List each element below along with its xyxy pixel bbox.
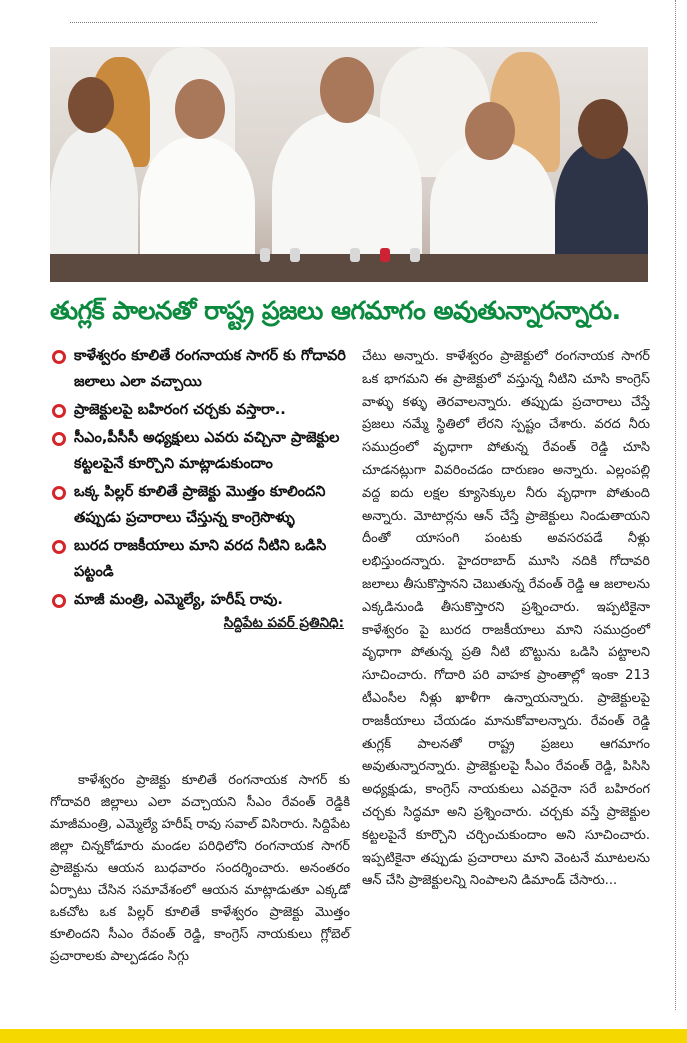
highlight-text: కాళేశ్వరం కూలితే రంగనాయక సాగర్ కు గోదావరి జలాలు ఎలా వచ్చాయి [74,348,346,390]
bullet-ring-icon [52,432,66,446]
highlight-item [50,533,350,585]
highlight-item [50,425,350,477]
bullet-ring-icon [52,350,66,364]
highlights-list [50,343,350,634]
highlight-text: సీఎం,పీసీసీ అధ్యక్షులు ఎవరు వచ్చినా ప్రాజెక్టుల కట్టలపైనే కూర్చొని మాట్లాడుకుందాం [74,430,340,472]
bullet-ring-icon [52,540,66,554]
highlight-text: ప్రాజెక్టులపై బహిరంగ చర్చకు వస్తారా.. [74,402,286,418]
highlight-item [50,397,350,423]
bullet-ring-icon [52,486,66,500]
highlight-item [50,587,350,613]
press-meet-photo [50,47,648,282]
highlight-text: ఒక్క పిల్లర్ కూలితే ప్రాజెక్టు మొత్తం కూలిందని తప్పుడు ప్రచారాలు చేస్తున్న కాంగ్రెసొళ్ళు [74,484,326,526]
headline: తుగ్లక్ పాలనతో రాష్ట్ర ప్రజలు ఆగమాగం అవుతున్నారన్నారు. [50,296,621,325]
bottom-bar [0,1029,687,1043]
highlight-item [50,343,350,395]
top-divider [70,22,597,23]
highlight-text: మాజీ మంత్రి, ఎమ్మెల్యే, హరీష్ రావు. [74,592,283,608]
column-divider [675,0,676,1010]
article-body-left: కాళేశ్వరం ప్రాజెక్టు కూలితే రంగనాయక సాగర్ కు గోదావరి జిల్లాలు ఎలా వచ్చాయని సీఎం రేవంత్ రెడ్డికి మాజీమంత్రి, ఎమ్మెల్యే హరీష్ రావు సవాల్ విసిరారు. సిద్దిపేట జిల్లా చిన్నకోడూరు మండల పరిధిలోని రంగనాయక సాగర్ ప్రాజెక్టును ఆయన బుధవారం సందర్శించారు. అనంతరం ఏర్పాటు చేసిన సమావేశంలో ఆయన మాట్లాడుతూ ఎక్కడో ఒకచోట ఒక పిల్లర్ కూలితే కాళేశ్వరం ప్రాజెక్టు మొత్తం కూలిందని సీఎం రేవంత్ రెడ్డి, కాంగ్రెస్ నాయకులు గ్లోబెల్ ప్రచారాలకు పాల్పడడం సిగ్గు [50,773,350,964]
byline: సిద్దిపేట పవర్ ప్రతినిధి: [223,615,344,631]
highlight-item [50,479,350,531]
article-body-right: చేటు అన్నారు. కాళేశ్వరం ప్రాజెక్టులో రంగనాయక సాగర్ ఒక భాగమని ఈ ప్రాజెక్టులో వస్తున్న నీటిని చూసి కాంగ్రెస్ వాళ్ళు కళ్ళు తెరవాలన్నారు. తప్పుడు ప్రచారాలు చేస్తే ప్రజలు నమ్మే స్థితిలో లేరని స్పష్టం చేశారు. వరద నీరు సముద్రంలో వృధాగా పోతున్న రేవంత్ రెడ్డి చూసి చూడనట్లుగా వివరించడం దారుణం అన్నారు. ఎల్లంపల్లి వద్ద ఐదు లక్షల క్యూసెక్కుల నీరు వృధాగా పోతుంది అన్నారు. మోటార్లను ఆన్ చేస్తే ప్రాజెక్టులు నిండుతాయని దీంతో యాసంగి పంటకు అవసరపడే నీళ్లు లభిస్తుందన్నారు. హైదరాబాద్ మూసి నదికి గోదావరి జలాలు తీసుకొస్తానని చెబుతున్న రేవంత్ రెడ్డి ఆ జలాలను ఎక్కడినుండి తీసుకొస్తారని ప్రశ్నించారు. ఇప్పటికైనా కాళేశ్వరం పై బురద రాజకీయాలు మాని సముద్రంలో వృధాగా పోతున్న ప్రతి నీటి బొట్టును ఒడిసి పట్టాలని సూచించారు. గోదారి పరి వాహక ప్రాంతాల్లో ఇంకా 213 టీఎంసీల నీళ్లు ఖాళీగా ఉన్నాయన్నారు. ప్రాజెక్టులపై రాజకీయాలు చేయడం మానుకోవాలన్నారు. రేవంత్ రెడ్డి తుగ్లక్ పాలనతో రాష్ట్ర ప్రజలు ఆగమాగం అవుతున్నారన్నారు. ప్రాజెక్టులపై సీఎం రేవంత్ రెడ్డి, పిసిసి అధ్యక్షుడు, కాంగ్రెస్ నాయకులు ఎవరైనా సరే బహిరంగ చర్చకు సిద్ధమా అని ప్రశ్నించారు. చర్చకు వస్తే ప్రాజెక్టుల కట్టలపైనే కూర్చొని చర్చించుకుందాం అని సూచించారు. ఇప్పటికైనా తప్పుడు ప్రచారాలు మాని వెంటనే మూటలను ఆన్ చేసి ప్రాజెక్టులన్ని నింపాలని డిమాండ్ చేసారు... [362,349,650,889]
bullet-ring-icon [52,404,66,418]
highlight-text: బురద రాజకీయాలు మాని వరద నీటిని ఒడిసి పట్టండి [74,538,327,580]
bullet-ring-icon [52,594,66,608]
